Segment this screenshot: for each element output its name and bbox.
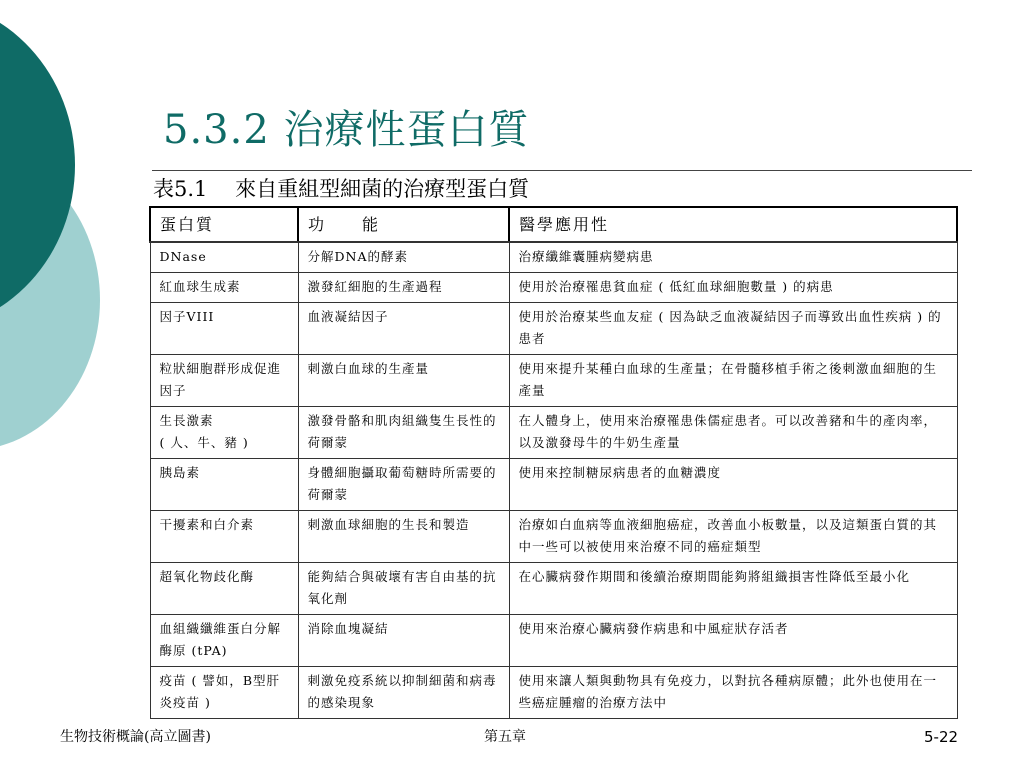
cell-function: 血液凝結因子 [298, 303, 509, 355]
header-application: 醫學應用性 [509, 207, 957, 242]
cell-application: 在人體身上，使用來治療罹患侏儒症患者。可以改善豬和牛的產肉率，以及激發母牛的牛奶生產量 [509, 407, 957, 459]
cell-protein: 生長激素 ( 人、牛、豬 ) [150, 407, 298, 459]
cell-function: 消除血塊凝結 [298, 615, 509, 667]
cell-function: 激發紅細胞的生產過程 [298, 273, 509, 303]
table-row [150, 407, 957, 459]
footer-page-number: 5-22 [924, 728, 959, 746]
cell-application: 使用來控制糖尿病患者的血糖濃度 [509, 459, 957, 511]
table-row [150, 303, 957, 355]
header-function: 功 能 [298, 207, 509, 242]
table-row [150, 273, 957, 303]
cell-function: 激發骨骼和肌肉組織隻生長性的荷爾蒙 [298, 407, 509, 459]
cell-function: 刺激免疫系統以抑制細菌和病毒的感染現象 [298, 667, 509, 719]
cell-application: 治療纖維囊腫病變病患 [509, 242, 957, 273]
cell-protein: 紅血球生成素 [150, 273, 298, 303]
cell-application: 使用來提升某種白血球的生產量；在骨髓移植手術之後刺激血細胞的生產量 [509, 355, 957, 407]
cell-application: 使用來治療心臟病發作病患和中風症狀存活者 [509, 615, 957, 667]
cell-function: 能夠結合與破壞有害自由基的抗氧化劑 [298, 563, 509, 615]
table-row [150, 511, 957, 563]
cell-protein: 胰島素 [150, 459, 298, 511]
table-row [150, 667, 957, 719]
cell-protein: DNase [150, 242, 298, 273]
table-header-row [150, 207, 957, 242]
footer-chapter: 第五章 [484, 729, 526, 745]
cell-function: 身體細胞攝取葡萄糖時所需要的荷爾蒙 [298, 459, 509, 511]
cell-protein: 疫苗 ( 譬如，B型肝炎疫苗 ) [150, 667, 298, 719]
cell-protein: 粒狀細胞群形成促進因子 [150, 355, 298, 407]
cell-application: 治療如白血病等血液細胞癌症，改善血小板數量，以及這類蛋白質的其中一些可以被使用來治療不同的癌症類型 [509, 511, 957, 563]
title-divider [152, 170, 972, 171]
cell-protein: 血組織纖維蛋白分解酶原 (tPA) [150, 615, 298, 667]
table-row [150, 615, 957, 667]
footer-book-title: 生物技術概論(高立圖書) [60, 729, 211, 745]
cell-application: 使用於治療罹患貧血症 ( 低紅血球細胞數量 ) 的病患 [509, 273, 957, 303]
table-row [150, 242, 957, 273]
cell-protein: 干擾素和白介素 [150, 511, 298, 563]
cell-function: 分解DNA的酵素 [298, 242, 509, 273]
cell-application: 在心臟病發作期間和後續治療期間能夠將組織損害性降低至最小化 [509, 563, 957, 615]
cell-function: 刺激白血球的生產量 [298, 355, 509, 407]
table-row [150, 459, 957, 511]
cell-application: 使用來讓人類與動物具有免疫力，以對抗各種病原體；此外也使用在一些癌症腫瘤的治療方法中 [509, 667, 957, 719]
cell-function: 刺激血球細胞的生長和製造 [298, 511, 509, 563]
cell-protein: 超氧化物歧化酶 [150, 563, 298, 615]
table-row [150, 355, 957, 407]
table-caption: 表5.1 來自重組型細菌的治療型蛋白質 [153, 177, 530, 201]
table-row [150, 563, 957, 615]
slide-title: 5.3.2 治療性蛋白質 [163, 107, 530, 153]
protein-table [149, 206, 958, 719]
header-protein: 蛋白質 [150, 207, 298, 242]
cell-application: 使用於治療某些血友症 ( 因為缺乏血液凝結因子而導致出血性疾病 ) 的患者 [509, 303, 957, 355]
cell-protein: 因子VIII [150, 303, 298, 355]
